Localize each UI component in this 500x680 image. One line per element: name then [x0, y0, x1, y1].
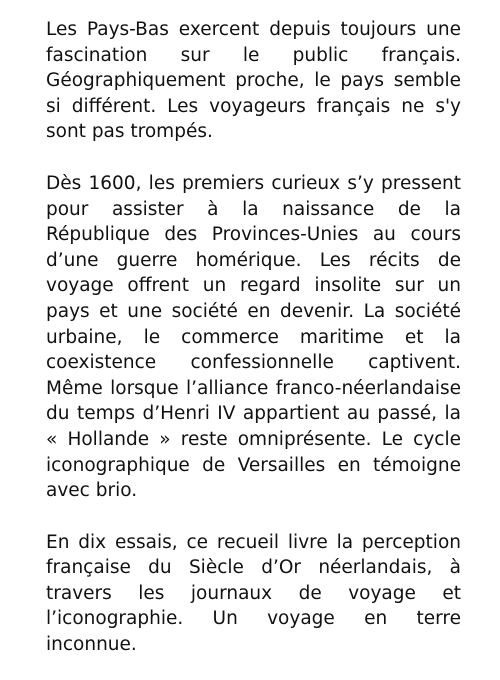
paragraph-summary: En dix essais, ce recueil livre la perception française du Siècle d’Or néerlandais, à travers les journaux de voyage et l’iconographie. Un voyage en terre inconnue. [46, 531, 461, 656]
paragraph-intro: Les Pays-Bas exercent depuis toujours une fascination sur le public français. Géographiquement proche, le pays semble si différent. Les voyageurs français ne s'y sont pas trompés. [46, 19, 461, 143]
paragraph-history: Dès 1600, les premiers curieux s’y pressent pour assister à la naissance de la République des Provinces-Unies au cours d’une guerre homérique. Les récits de voyage offrent un regard insolite sur un pays et une société en devenir. La société urbaine, le commerce maritime et la coexistence confessionnelle captivent. Même lorsque l’alliance franco-néerlandaise du temps d’Henri IV appartient au passé, la « Hollande » reste omniprésente. Le cycle iconographique de Versailles en témoigne avec brio. [46, 172, 461, 502]
text-page [46, 17, 461, 658]
